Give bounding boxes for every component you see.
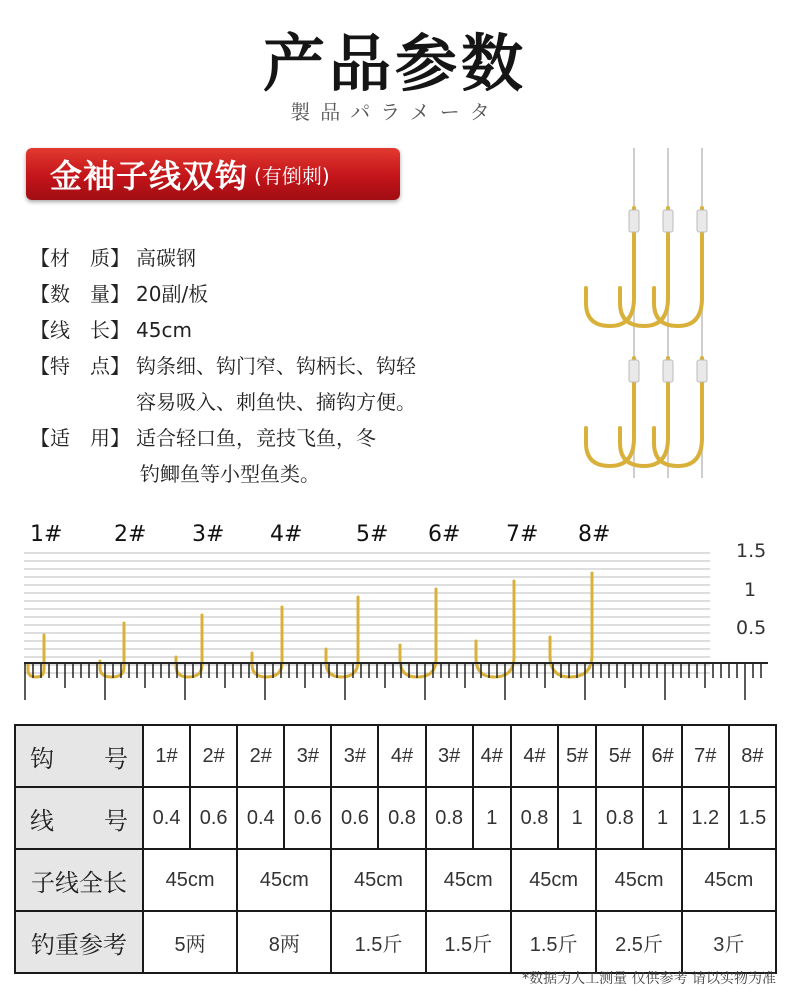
scale-label: 1.5	[736, 540, 767, 562]
table-row	[15, 849, 776, 911]
table-cell: 1.5斤	[331, 911, 425, 973]
table-cell: 1.5斤	[426, 911, 511, 973]
table-row	[15, 911, 776, 973]
banner-sub: (有倒刺)	[254, 163, 330, 188]
table-cell: 2.5斤	[596, 911, 681, 973]
spec-usage: 【适 用】 适合轻口鱼，竞技飞鱼，冬	[30, 426, 376, 450]
table-header-hook: 钩 号	[15, 725, 143, 787]
scale-label: 1	[744, 579, 757, 601]
size-label: 8#	[578, 522, 611, 547]
table-cell: 45cm	[596, 849, 681, 911]
table-cell: 0.4	[237, 787, 284, 849]
spec-quantity: 【数 量】 20副/板	[30, 282, 209, 306]
table-cell: 3斤	[682, 911, 776, 973]
table-cell: 6#	[643, 725, 681, 787]
table-cell: 45cm	[143, 849, 237, 911]
table-cell: 1	[643, 787, 681, 849]
table-cell: 0.4	[143, 787, 190, 849]
table-cell: 0.8	[378, 787, 425, 849]
double-hook-image	[570, 148, 730, 478]
table-cell: 3#	[426, 725, 473, 787]
table-cell: 5#	[596, 725, 643, 787]
table-cell: 1	[473, 787, 511, 849]
spec-table	[14, 724, 777, 974]
size-label: 2#	[114, 522, 147, 547]
size-label: 1#	[30, 522, 63, 547]
table-cell: 8两	[237, 911, 331, 973]
table-cell: 45cm	[511, 849, 596, 911]
table-cell: 3#	[331, 725, 378, 787]
table-header-weight: 钓重参考	[15, 911, 143, 973]
table-cell: 4#	[473, 725, 511, 787]
table-cell: 45cm	[426, 849, 511, 911]
spec-list	[30, 240, 416, 492]
spec-line-length: 【线 长】 45cm	[30, 318, 192, 342]
spec-features: 【特 点】 钩条细、钩门窄、钩柄长、钩轻	[30, 354, 416, 378]
table-cell: 0.8	[511, 787, 558, 849]
size-label: 4#	[270, 522, 303, 547]
spec-usage-cont: 钓鲫鱼等小型鱼类。	[140, 462, 320, 486]
table-cell: 0.6	[284, 787, 331, 849]
size-label: 7#	[506, 522, 539, 547]
page-title: 产品参数	[262, 27, 527, 100]
table-cell: 7#	[682, 725, 729, 787]
disclaimer-note: *数据为人工测量 仅供参考 请以实物为准	[522, 971, 776, 987]
size-label: 5#	[356, 522, 389, 547]
table-cell: 0.8	[426, 787, 473, 849]
table-cell: 3#	[284, 725, 331, 787]
ruler	[24, 662, 768, 702]
table-cell: 0.6	[331, 787, 378, 849]
banner-main: 金袖子线双钩	[50, 157, 249, 195]
size-label: 6#	[428, 522, 461, 547]
scale-label: 0.5	[736, 617, 767, 639]
table-header-line: 线 号	[15, 787, 143, 849]
table-cell: 8#	[729, 725, 776, 787]
table-cell: 0.6	[190, 787, 237, 849]
table-header-length: 子线全长	[15, 849, 143, 911]
table-cell: 4#	[511, 725, 558, 787]
table-row	[15, 787, 776, 849]
table-cell: 5#	[558, 725, 596, 787]
table-cell: 5两	[143, 911, 237, 973]
table-cell: 1.5	[729, 787, 776, 849]
table-cell: 1#	[143, 725, 190, 787]
spec-material: 【材 质】 高碳钢	[30, 246, 196, 270]
table-cell: 1.5斤	[511, 911, 596, 973]
size-label: 3#	[192, 522, 225, 547]
table-cell: 2#	[237, 725, 284, 787]
page-subtitle: 製品パラメータ	[290, 100, 500, 124]
table-cell: 4#	[378, 725, 425, 787]
table-cell: 45cm	[331, 849, 425, 911]
table-cell: 1.2	[682, 787, 729, 849]
table-cell: 45cm	[237, 849, 331, 911]
table-cell: 45cm	[682, 849, 776, 911]
table-row	[15, 725, 776, 787]
table-cell: 0.8	[596, 787, 643, 849]
table-cell: 2#	[190, 725, 237, 787]
spec-features-cont: 容易吸入、刺鱼快、摘钩方便。	[136, 390, 416, 414]
table-cell: 1	[558, 787, 596, 849]
product-banner	[26, 148, 400, 200]
